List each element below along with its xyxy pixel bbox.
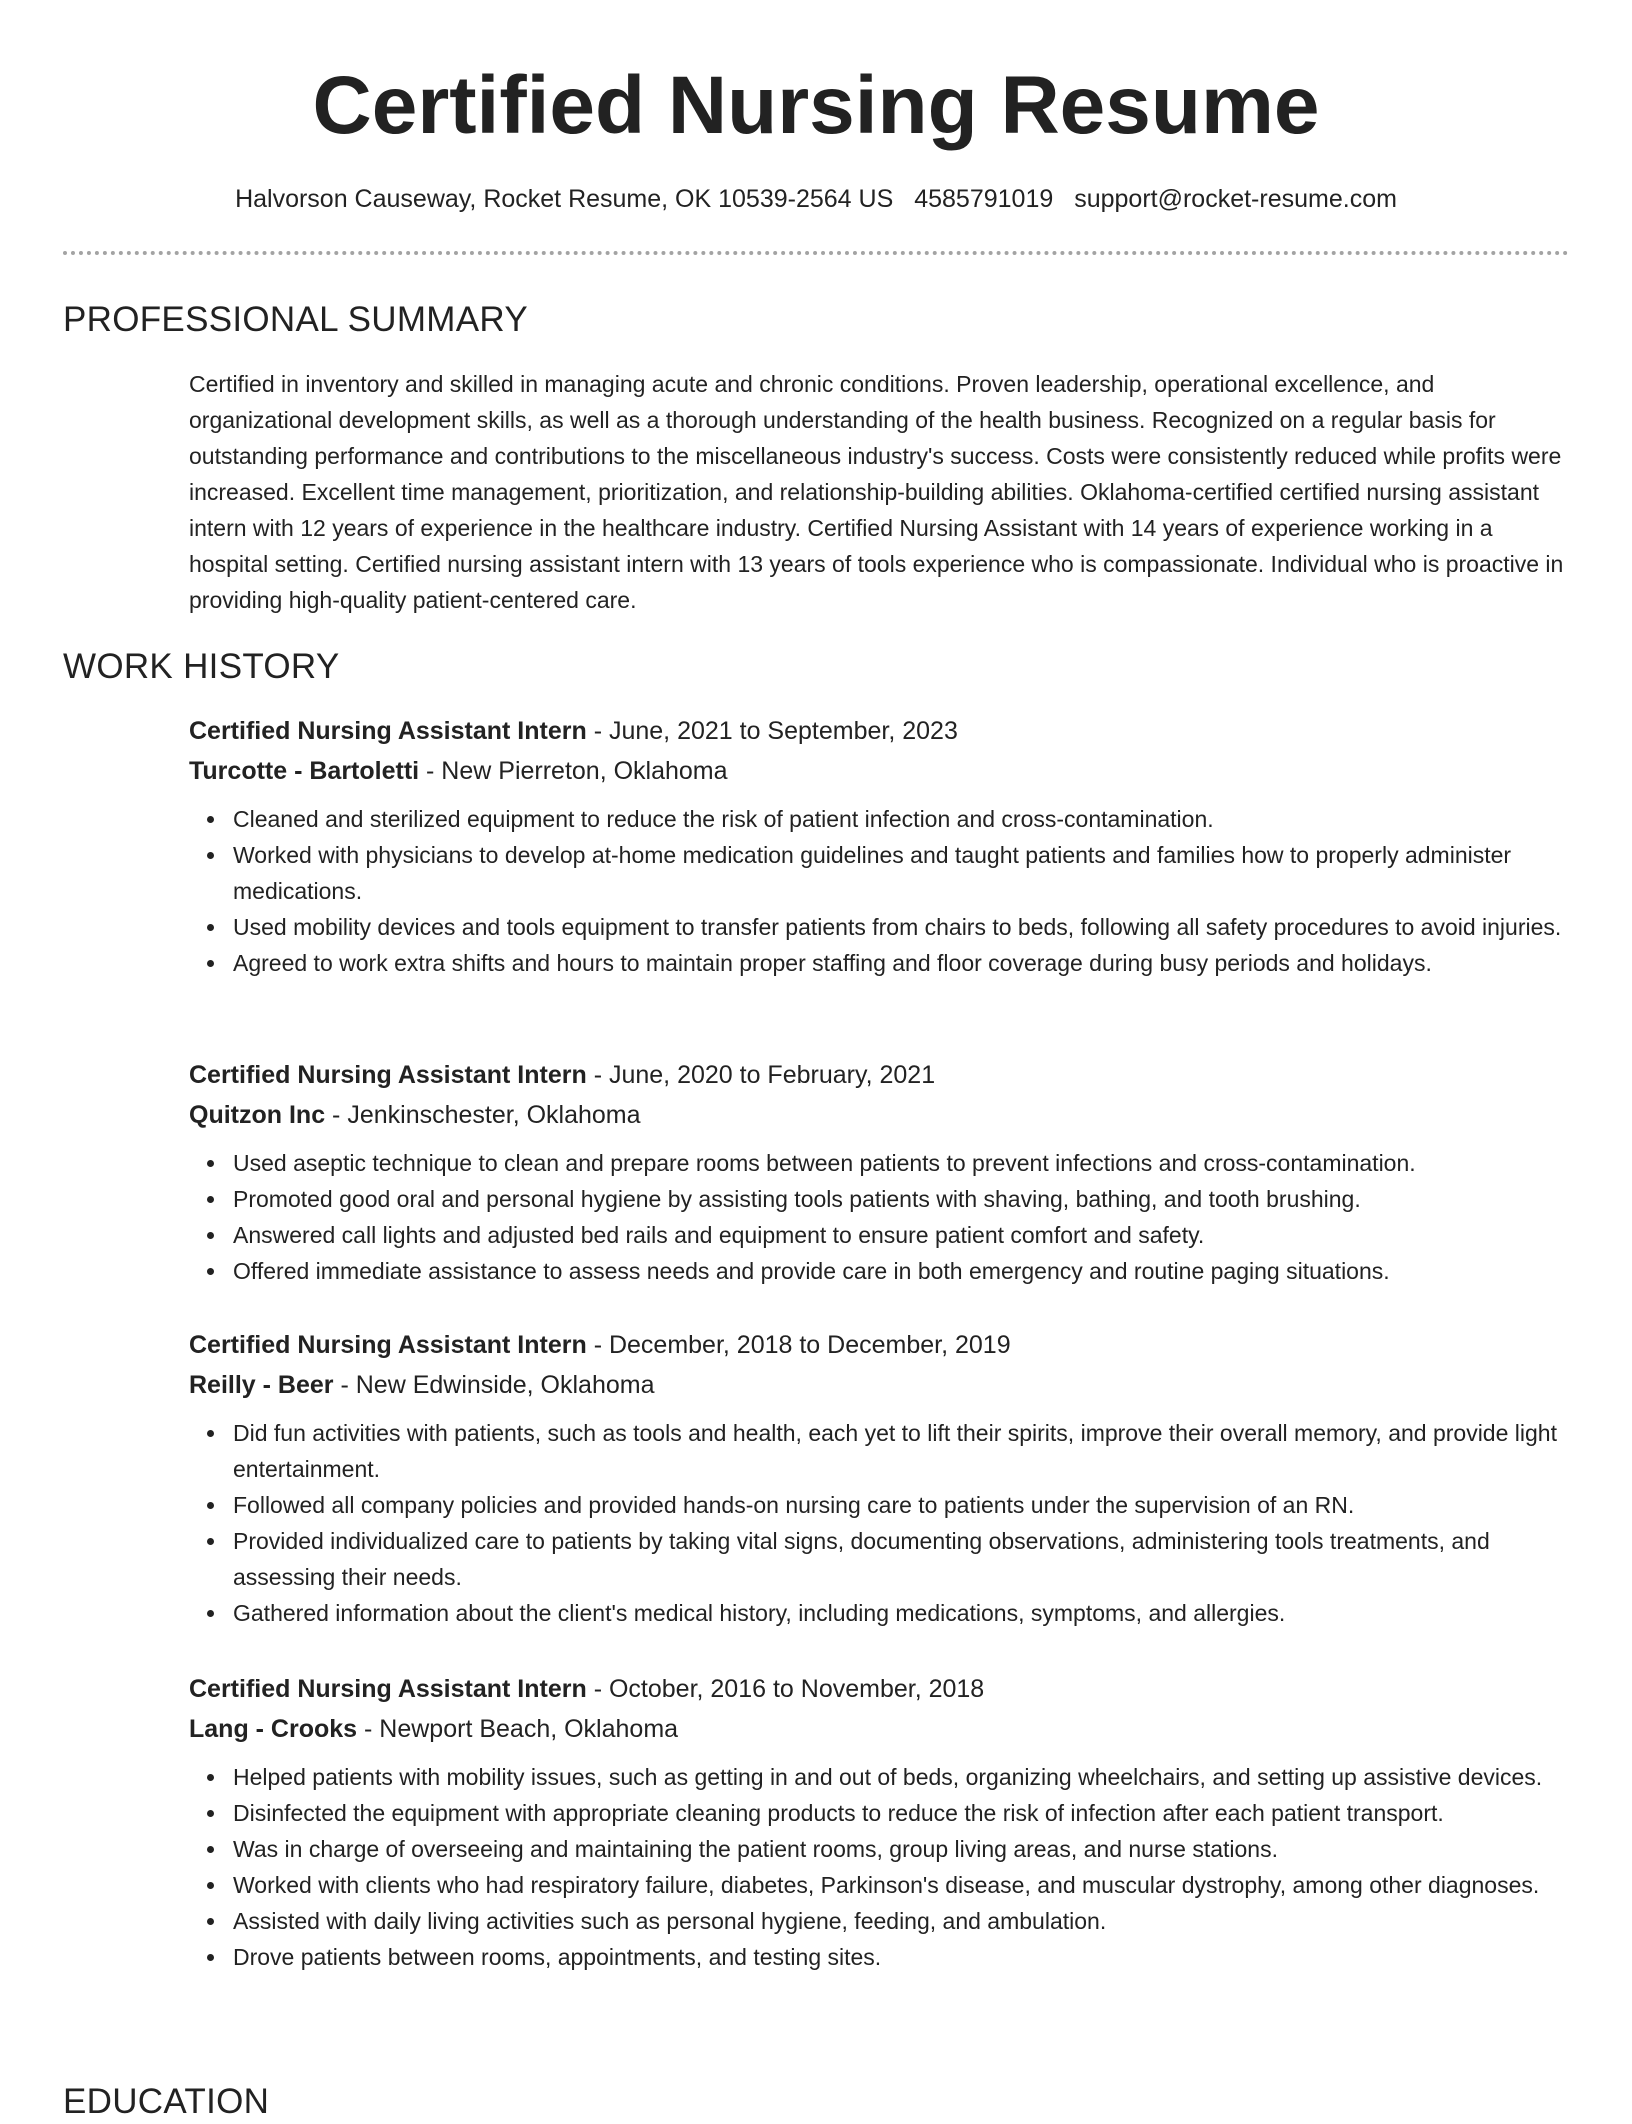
job-entry [189, 711, 1569, 981]
job-title: Certified Nursing Assistant Intern [189, 1675, 587, 1703]
education-heading: EDUCATION [63, 2082, 270, 2121]
bullet-item: Helped patients with mobility issues, such as getting in and out of beds, organizing wheelchairs, and setting up assistive devices. [233, 1759, 1569, 1795]
bullet-item: Used mobility devices and tools equipment to transfer patients from chairs to beds, following all safety procedures to avoid injuries. [233, 909, 1569, 945]
job-entry [189, 1325, 1569, 1631]
bullet-item: Assisted with daily living activities such as personal hygiene, feeding, and ambulation. [233, 1903, 1569, 1939]
company-name: Quitzon Inc [189, 1101, 326, 1129]
resume-title: Certified Nursing Resume [312, 60, 1320, 151]
job-dates: - December, 2018 to December, 2019 [586, 1331, 1011, 1359]
bullet-item: Worked with clients who had respiratory failure, diabetes, Parkinson's disease, and muscular dystrophy, among other diagnoses. [233, 1867, 1569, 1903]
bullet-item: Drove patients between rooms, appointments, and testing sites. [233, 1939, 1569, 1975]
bullet-item: Was in charge of overseeing and maintaining the patient rooms, group living areas, and nurse stations. [233, 1831, 1569, 1867]
job-title: Certified Nursing Assistant Intern [189, 717, 587, 745]
job-bullets [189, 1415, 1569, 1631]
bullet-item: Agreed to work extra shifts and hours to maintain proper staffing and floor coverage during busy periods and holidays. [233, 945, 1569, 981]
email-text: support@rocket-resume.com [1074, 185, 1397, 213]
job-dates: - June, 2020 to February, 2021 [586, 1061, 936, 1089]
job-bullets [189, 1145, 1569, 1289]
job-dates: - June, 2021 to September, 2023 [586, 717, 958, 745]
job-title-line [189, 1055, 1569, 1095]
summary-text: Certified in inventory and skilled in managing acute and chronic conditions. Proven leadership, operational excellence, and organizational development skills, as well as a thorough understanding of the health business. Recognized on a regular basis for outstanding performance and contributions to the miscellaneous industry's success. Costs were consistently reduced while profits were increased. Excellent time management, prioritization, and relationship-building abilities. Oklahoma-certified certified nursing assistant intern with 12 years of experience in the healthcare industry. Certified Nursing Assistant with 14 years of experience working in a hospital setting. Certified nursing assistant intern with 13 years of tools experience who is compassionate. Individual who is proactive in providing high-quality patient-centered care. [189, 371, 1564, 613]
bullet-item: Offered immediate assistance to assess needs and provide care in both emergency and routine paging situations. [233, 1253, 1569, 1289]
job-company-line [189, 1365, 1569, 1405]
bullet-item: Disinfected the equipment with appropriate cleaning products to reduce the risk of infection after each patient transport. [233, 1795, 1569, 1831]
job-entry [189, 1669, 1569, 1975]
phone-text: 4585791019 [914, 185, 1054, 213]
company-name: Turcotte - Bartoletti [189, 757, 420, 785]
job-company-line [189, 751, 1569, 791]
company-name: Lang - Crooks [189, 1715, 358, 1743]
address-text: Halvorson Causeway, Rocket Resume, OK 10539-2564 US [235, 185, 894, 213]
job-title: Certified Nursing Assistant Intern [189, 1061, 587, 1089]
bullet-item: Cleaned and sterilized equipment to reduce the risk of patient infection and cross-contamination. [233, 801, 1569, 837]
job-company-line [189, 1095, 1569, 1135]
bullet-item: Answered call lights and adjusted bed rails and equipment to ensure patient comfort and safety. [233, 1217, 1569, 1253]
job-title-line [189, 711, 1569, 751]
bullet-item: Used aseptic technique to clean and prepare rooms between patients to prevent infections and cross-contamination. [233, 1145, 1569, 1181]
job-title-line [189, 1325, 1569, 1365]
job-dates: - October, 2016 to November, 2018 [586, 1675, 985, 1703]
bullet-item: Promoted good oral and personal hygiene by assisting tools patients with shaving, bathing, and tooth brushing. [233, 1181, 1569, 1217]
bullet-item: Provided individualized care to patients by taking vital signs, documenting observations, administering tools treatments, and assessing their needs. [233, 1523, 1569, 1595]
job-bullets [189, 1759, 1569, 1975]
company-location: - Newport Beach, Oklahoma [357, 1715, 679, 1743]
bullet-item: Gathered information about the client's medical history, including medications, symptoms, and allergies. [233, 1595, 1569, 1631]
header-divider [63, 251, 1569, 255]
job-bullets [189, 801, 1569, 981]
bullet-item: Worked with physicians to develop at-home medication guidelines and taught patients and families how to properly administer medications. [233, 837, 1569, 909]
company-location: - New Pierreton, Oklahoma [419, 757, 728, 785]
bullet-item: Followed all company policies and provided hands-on nursing care to patients under the supervision of an RN. [233, 1487, 1569, 1523]
bullet-item: Did fun activities with patients, such as tools and health, each yet to lift their spirits, improve their overall memory, and provide light entertainment. [233, 1415, 1569, 1487]
job-title-line [189, 1669, 1569, 1709]
job-title: Certified Nursing Assistant Intern [189, 1331, 587, 1359]
job-company-line [189, 1709, 1569, 1749]
summary-heading: PROFESSIONAL SUMMARY [63, 300, 528, 339]
job-entry [189, 1055, 1569, 1289]
work-history-heading: WORK HISTORY [63, 647, 340, 686]
company-location: - Jenkinschester, Oklahoma [325, 1101, 641, 1129]
company-name: Reilly - Beer [189, 1371, 334, 1399]
contact-line [0, 182, 1632, 216]
company-location: - New Edwinside, Oklahoma [333, 1371, 655, 1399]
